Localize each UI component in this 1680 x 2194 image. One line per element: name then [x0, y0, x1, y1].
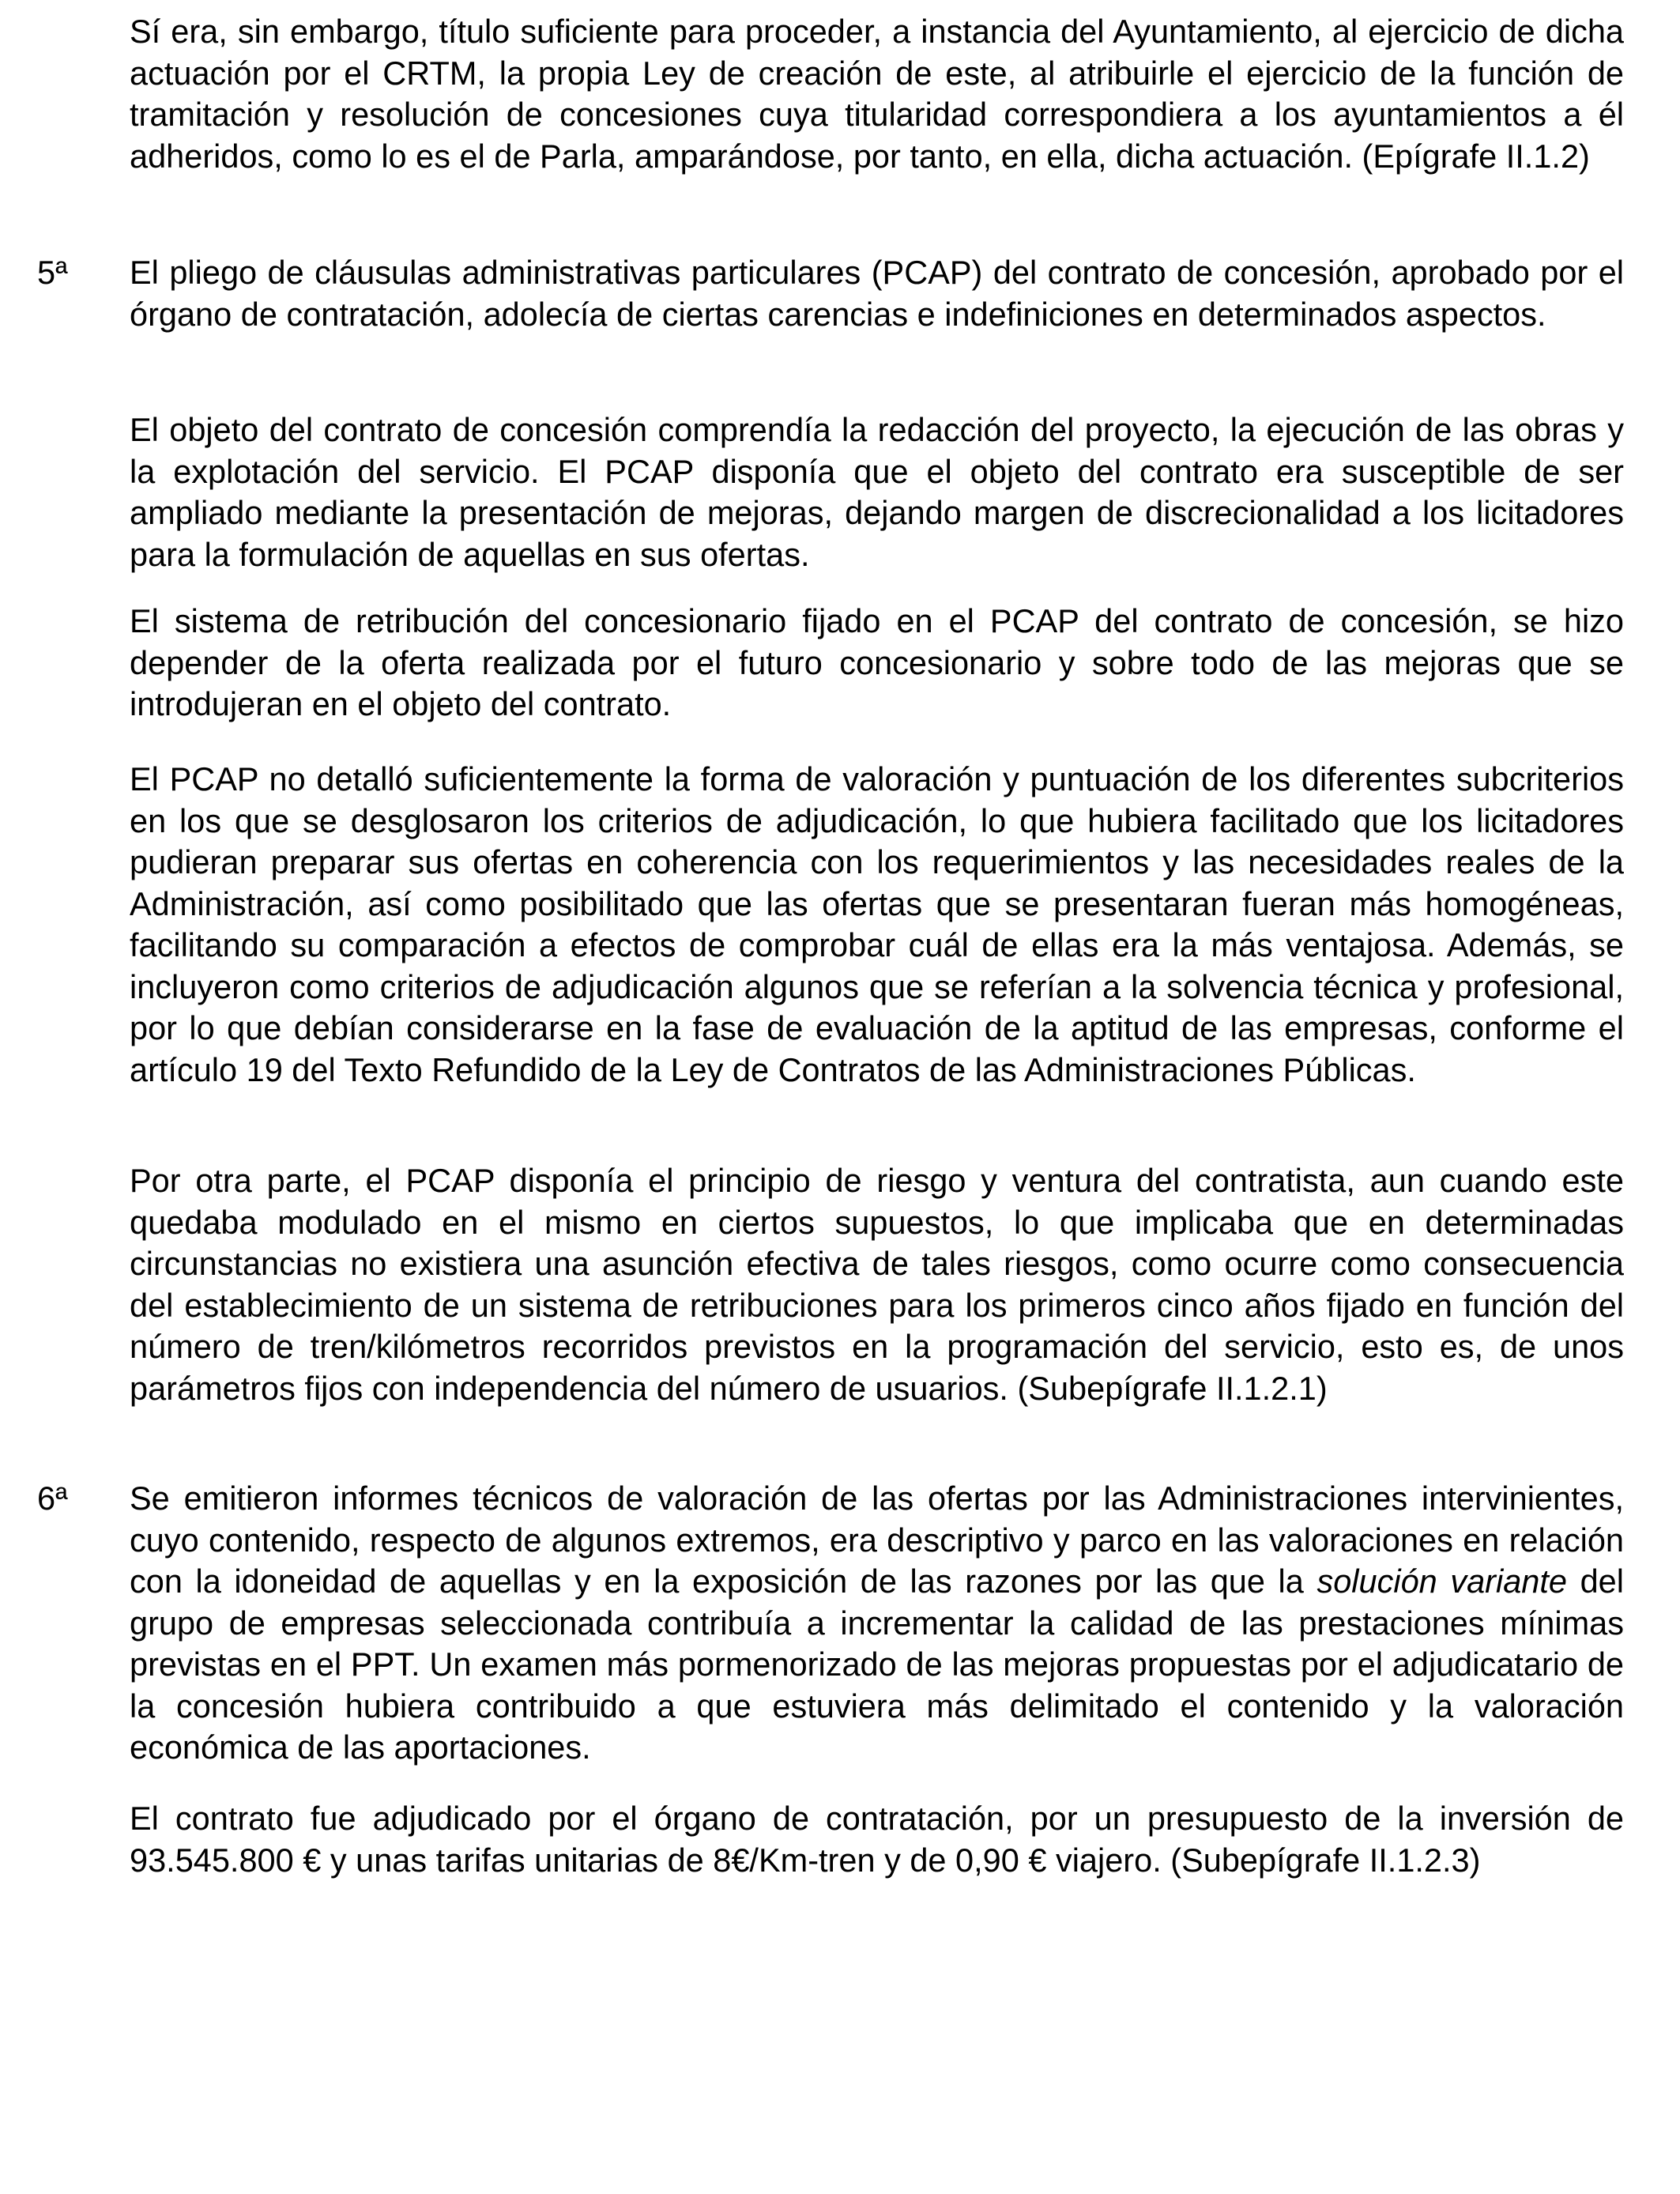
paragraph-text: El objeto del contrato de concesión comprendía la redacción del proyecto, la ejecución de las obras y la explotación del servicio. El PCAP disponía que el objeto del contrato era susceptible de ser ampliado mediante la presentación de mejoras, dejando margen de discrecionalidad a los licitadores para la formulación de aquellas en sus ofertas.: [130, 411, 1624, 573]
paragraph-crtm-competence: [130, 11, 1624, 177]
conclusion-number-6: 6ª: [37, 1480, 68, 1517]
paragraph-remuneration-system: [130, 601, 1624, 726]
paragraph-contract-object: [130, 409, 1624, 575]
paragraph-text: El PCAP no detalló suficientemente la forma de valoración y puntuación de los diferentes subcriterios en los que se desglosaron los criterios de adjudicación, lo que hubiera facilitado que los licitadores pudieran preparar sus ofertas en coherencia con los requerimientos y las necesidades reales de la Administración, así como posibilitado que las ofertas que se presentaran fueran más homogéneas, facilitando su comparación a efectos de comprobar cuál de ellas era la más ventajosa. Además, se incluyeron como criterios de adjudicación algunos que se referían a la solvencia técnica y profesional, por lo que debían considerarse en la fase de evaluación de la aptitud de las empresas, conforme el artículo 19 del Texto Refundido de la Ley de Contratos de las Administraciones Públicas.: [130, 760, 1624, 1088]
italic-term: solución variante: [1317, 1563, 1567, 1600]
text-run: del grupo de empresas seleccionada contribuía a incrementar la calidad de las prestaciones mínimas previstas en el PPT. Un examen más pormenorizado de las mejoras propuestas por el adjudicatario de la concesión hubiera contribuido a que estuviera más delimitado el contenido y la valoración económica de las aportaciones.: [130, 1563, 1624, 1766]
paragraph-contract-award: [130, 1798, 1624, 1881]
text-run: Se emitieron informes técnicos de valoración de las ofertas por las Administraciones intervinientes, cuyo contenido, respecto de algunos extremos, era descriptivo y parco en las valoraciones en relación con la idoneidad de aquellas y en la exposición de las razones por las que la: [130, 1480, 1624, 1600]
paragraph-award-criteria: [130, 759, 1624, 1091]
paragraph-technical-reports: [130, 1478, 1624, 1769]
conclusion-number-5: 5ª: [37, 254, 68, 291]
paragraph-risk-principle: [130, 1160, 1624, 1409]
paragraph-text: El pliego de cláusulas administrativas particulares (PCAP) del contrato de concesión, aprobado por el órgano de contratación, adolecía de ciertas carencias e indefiniciones en determinados aspectos.: [130, 254, 1624, 333]
paragraph-text: El sistema de retribución del concesionario fijado en el PCAP del contrato de concesión, se hizo depender de la oferta realizada por el futuro concesionario y sobre todo de las mejoras que se introdujeran en el objeto del contrato.: [130, 602, 1624, 722]
paragraph-text: [130, 1478, 1624, 1769]
paragraph-pcap-deficiencies: [130, 252, 1624, 335]
paragraph-text: Sí era, sin embargo, título suficiente para proceder, a instancia del Ayuntamiento, al ejercicio de dicha actuación por el CRTM, la propia Ley de creación de este, al atribuirle el ejercicio de la función de tramitación y resolución de concesiones cuya titularidad correspondiera a los ayuntamientos a él adheridos, como lo es el de Parla, amparándose, por tanto, en ella, dicha actuación. (Epígrafe II.1.2): [130, 13, 1624, 175]
paragraph-text: Por otra parte, el PCAP disponía el principio de riesgo y ventura del contratista, aun cuando este quedaba modulado en el mismo en ciertos supuestos, lo que implicaba que en determinadas circunstancias no existiera una asunción efectiva de tales riesgos, como ocurre como consecuencia del establecimiento de un sistema de retribuciones para los primeros cinco años fijado en función del número de tren/kilómetros recorridos previstos en la programación del servicio, esto es, de unos parámetros fijos con independencia del número de usuarios. (Subepígrafe II.1.2.1): [130, 1162, 1624, 1407]
paragraph-text: El contrato fue adjudicado por el órgano de contratación, por un presupuesto de la inversión de 93.545.800 € y unas tarifas unitarias de 8€/Km-tren y de 0,90 € viajero. (Subepígrafe II.1.2.3): [130, 1800, 1624, 1879]
